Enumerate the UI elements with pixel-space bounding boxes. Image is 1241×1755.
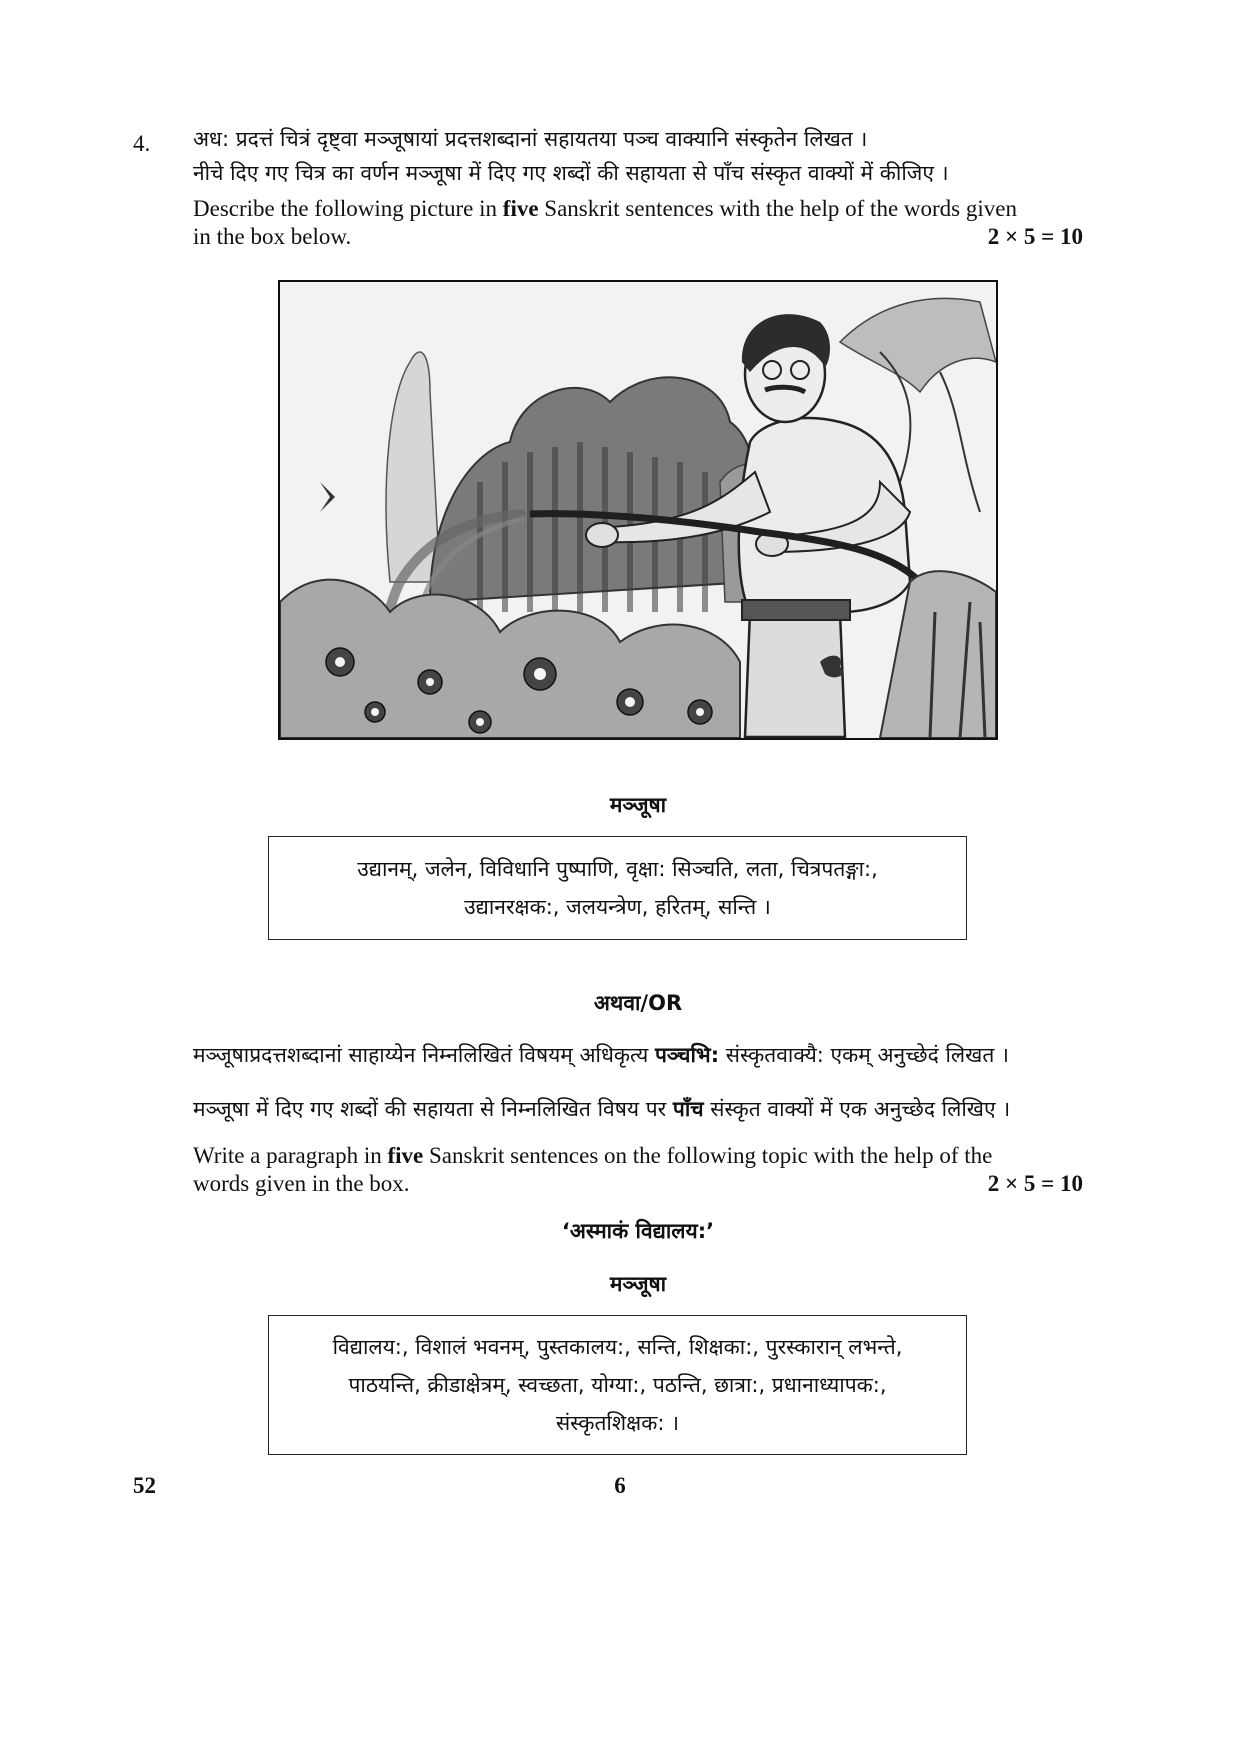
essay-topic: ‘अस्माकं विद्यालय:’ [561,1219,715,1243]
question-english-line2: in the box below. 2 × 5 = 10 [193,224,1083,249]
or-hindi-instruction: मञ्जूषा में दिए गए शब्दों की सहायता से निम्नलिखित विषय पर पाँच संस्कृत वाक्यों में एक अनुच्छेद लिखिए । [193,1097,1011,1121]
page-number: 6 [614,1473,626,1498]
gardener-picture [278,280,998,740]
box1-word-bank [268,836,967,940]
box2-line1: विद्यालय:, विशालं भवनम्, पुस्तकालय:, सन्ति, शिक्षका:, पुरस्कारान् लभन्ते, [332,1335,903,1359]
box2-word-bank [268,1315,967,1455]
or-english-line1: Write a paragraph in five Sanskrit sentences on the following topic with the help of the [193,1143,993,1168]
question-number: 4. [133,131,151,156]
or-marks: 2 × 5 = 10 [987,1171,1083,1196]
box1-title: मञ्जूषा [609,793,667,817]
box2-line2: पाठयन्ति, क्रीडाक्षेत्रम्, स्वच्छता, योग्या:, पठन्ति, छात्रा:, प्रधानाध्यापक:, [348,1373,887,1397]
emphasis-five: five [502,196,539,221]
question-hindi: नीचे दिए गए चित्र का वर्णन मञ्जूषा में दिए गए शब्दों की सहायता से पाँच संस्कृत वाक्यों में कीजिए । [193,161,949,185]
question-marks: 2 × 5 = 10 [987,224,1083,249]
question-english-line1: Describe the following picture in five Sanskrit sentences with the help of the words given [193,196,1017,221]
box2-title: मञ्जूषा [609,1272,667,1296]
box1-line1: उद्यानम्, जलेन, विविधानि पुष्पाणि, वृक्षा: सिञ्चति, लता, चित्रपतङ्गा:, [357,857,878,881]
or-heading: अथवा/OR [593,991,683,1015]
or-sanskrit-instruction: मञ्जूषाप्रदत्तशब्दानां साहाय्येन निम्नलिखितं विषयम् अधिकृत्य पञ्चभि: संस्कृतवाक्यै: एकम् अनुच्छेदं लिखत । [193,1043,1009,1067]
paper-code: 52 [133,1473,156,1498]
box2-line3: संस्कृतशिक्षक: । [555,1411,680,1435]
gardener-watering-illustration [280,282,996,738]
question-sanskrit: अध: प्रदत्तं चित्रं दृष्ट्वा मञ्जूषायां प्रदत्तशब्दानां सहायतया पञ्च वाक्यानि संस्कृतेन लिखत । [193,127,868,151]
or-english-line2: words given in the box. 2 × 5 = 10 [193,1171,1083,1196]
box1-line2: उद्यानरक्षक:, जलयन्त्रेण, हरितम्, सन्ति । [464,895,771,919]
